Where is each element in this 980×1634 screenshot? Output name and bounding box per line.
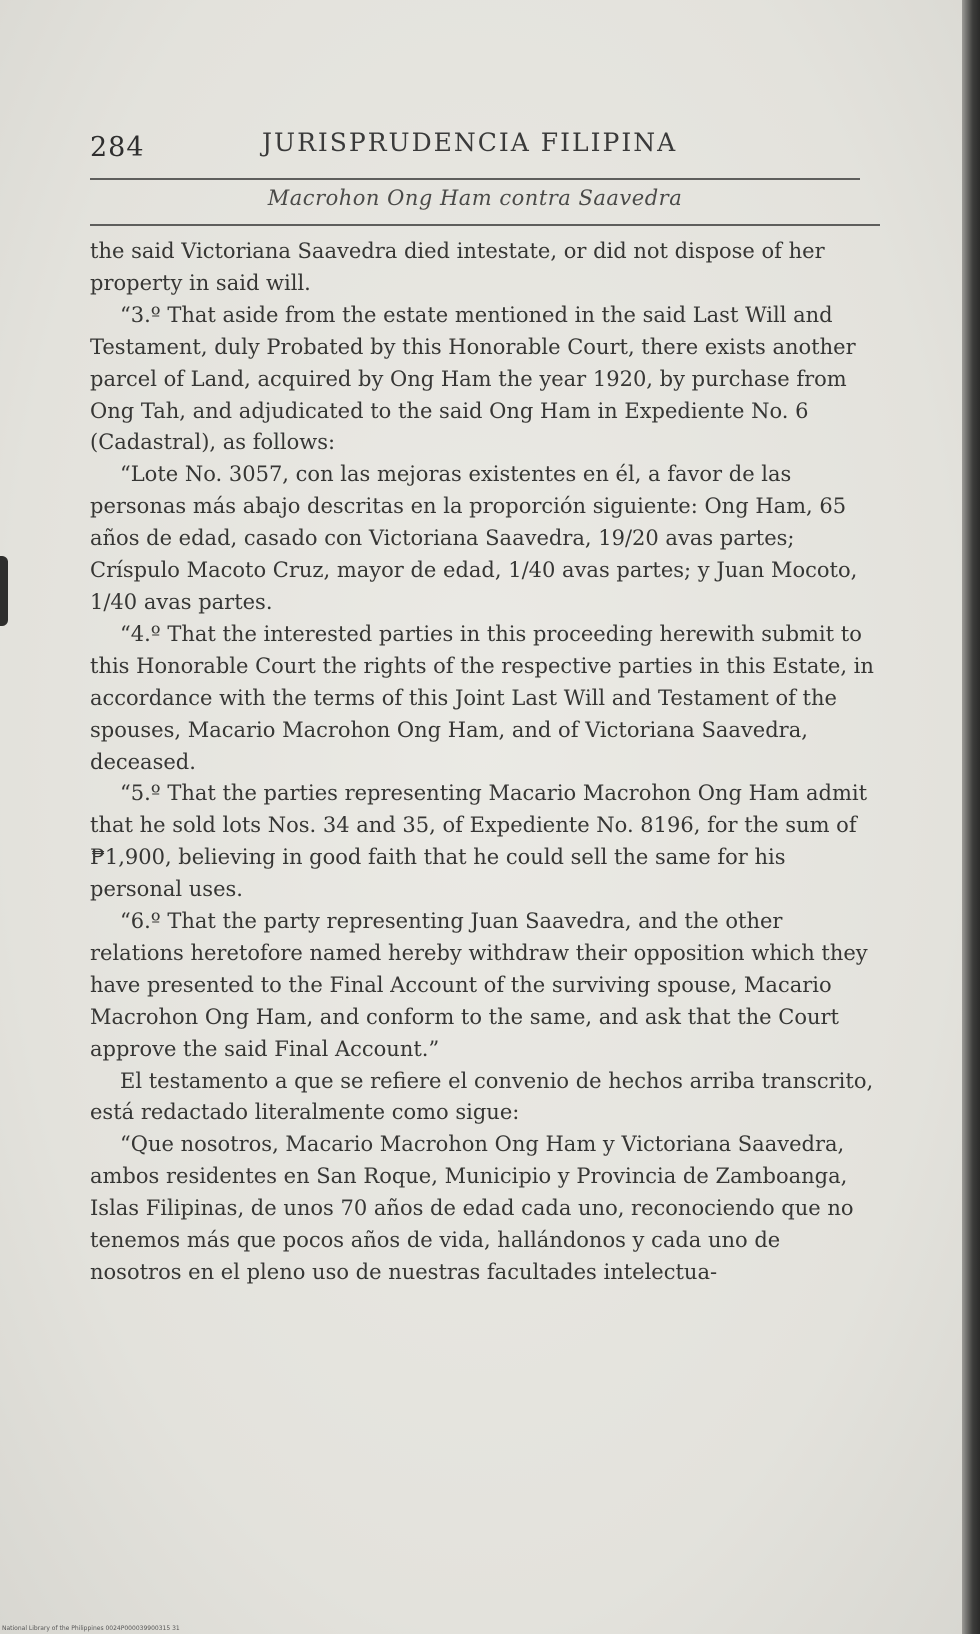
- running-title: JURISPRUDENCIA FILIPINA: [262, 128, 678, 157]
- page-number: 284: [90, 132, 145, 163]
- paragraph-testamento-quote: “Que nosotros, Macario Macrohon Ong Ham y Victoriana Saavedra, ambos residentes en San Roque, Municipio y Provincia de Zamboanga, Islas Filipinas, de unos 70 años de edad cada uno, reconociendo que no tenemos más que pocos años de vida, hallándonos y cada uno de nosotros en el pleno uso de nuestras facultades intelectua-: [90, 1132, 854, 1284]
- page-header: [90, 128, 890, 178]
- paragraph-item-3: “3.º That aside from the estate mentioned in the said Last Will and Testament, duly Probated by this Honorable Court, there exists another parcel of Land, acquired by Ong Ham the year 1920, by purchase from Ong Tah, and adjudicated to the said Ong Ham in Expediente No. 6 (Cadastral), as follows:: [90, 302, 856, 455]
- paragraph-item-4: “4.º That the interested parties in this proceeding herewith submit to this Honorable Court the rights of the respective parties in this Estate, in accordance with the terms of this Joint Last Will and Testament of the spouses, Macario Macrohon Ong Ham, and of Victoriana Saavedra, deceased.: [90, 621, 874, 774]
- paragraph-continuation: the said Victoriana Saavedra died intestate, or did not dispose of her property in said will.: [90, 239, 825, 295]
- case-title: Macrohon Ong Ham contra Saavedra: [267, 186, 683, 210]
- scan-credit: National Library of the Philippines 0024P000039900315 31: [2, 1625, 180, 1632]
- page-edge-shadow: [962, 0, 980, 1634]
- header-rule-bottom: [90, 224, 880, 226]
- header-rule-top: [90, 178, 860, 180]
- paragraph-testamento-intro: El testamento a que se refiere el convenio de hechos arriba transcrito, está redactado literalmente como sigue:: [90, 1068, 874, 1125]
- paragraph-item-6: “6.º That the party representing Juan Saavedra, and the other relations heretofore named hereby withdraw their opposition which they have presented to the Final Account of the surviving spouse, Macario Macrohon Ong Ham, and conform to the same, and ask that the Court approve the said Final Account.”: [90, 909, 868, 1061]
- binding-shadow-mark: [0, 556, 8, 626]
- body-text: [90, 236, 874, 1289]
- paragraph-item-5: “5.º That the parties representing Macario Macrohon Ong Ham admit that he sold lots Nos. 34 and 35, of Expediente No. 8196, for the sum of ₱1,900, believing in good faith that he could sell the same for his personal uses.: [90, 781, 868, 902]
- paragraph-lote-quote: “Lote No. 3057, con las mejoras existentes en él, a favor de las personas más abajo descritas en la proporción siguiente: Ong Ham, 65 años de edad, casado con Victoriana Saavedra, 19/20 avas partes; Críspulo Macoto Cruz, mayor de edad, 1/40 avas partes; y Juan Mocoto, 1/40 avas partes.: [90, 462, 858, 614]
